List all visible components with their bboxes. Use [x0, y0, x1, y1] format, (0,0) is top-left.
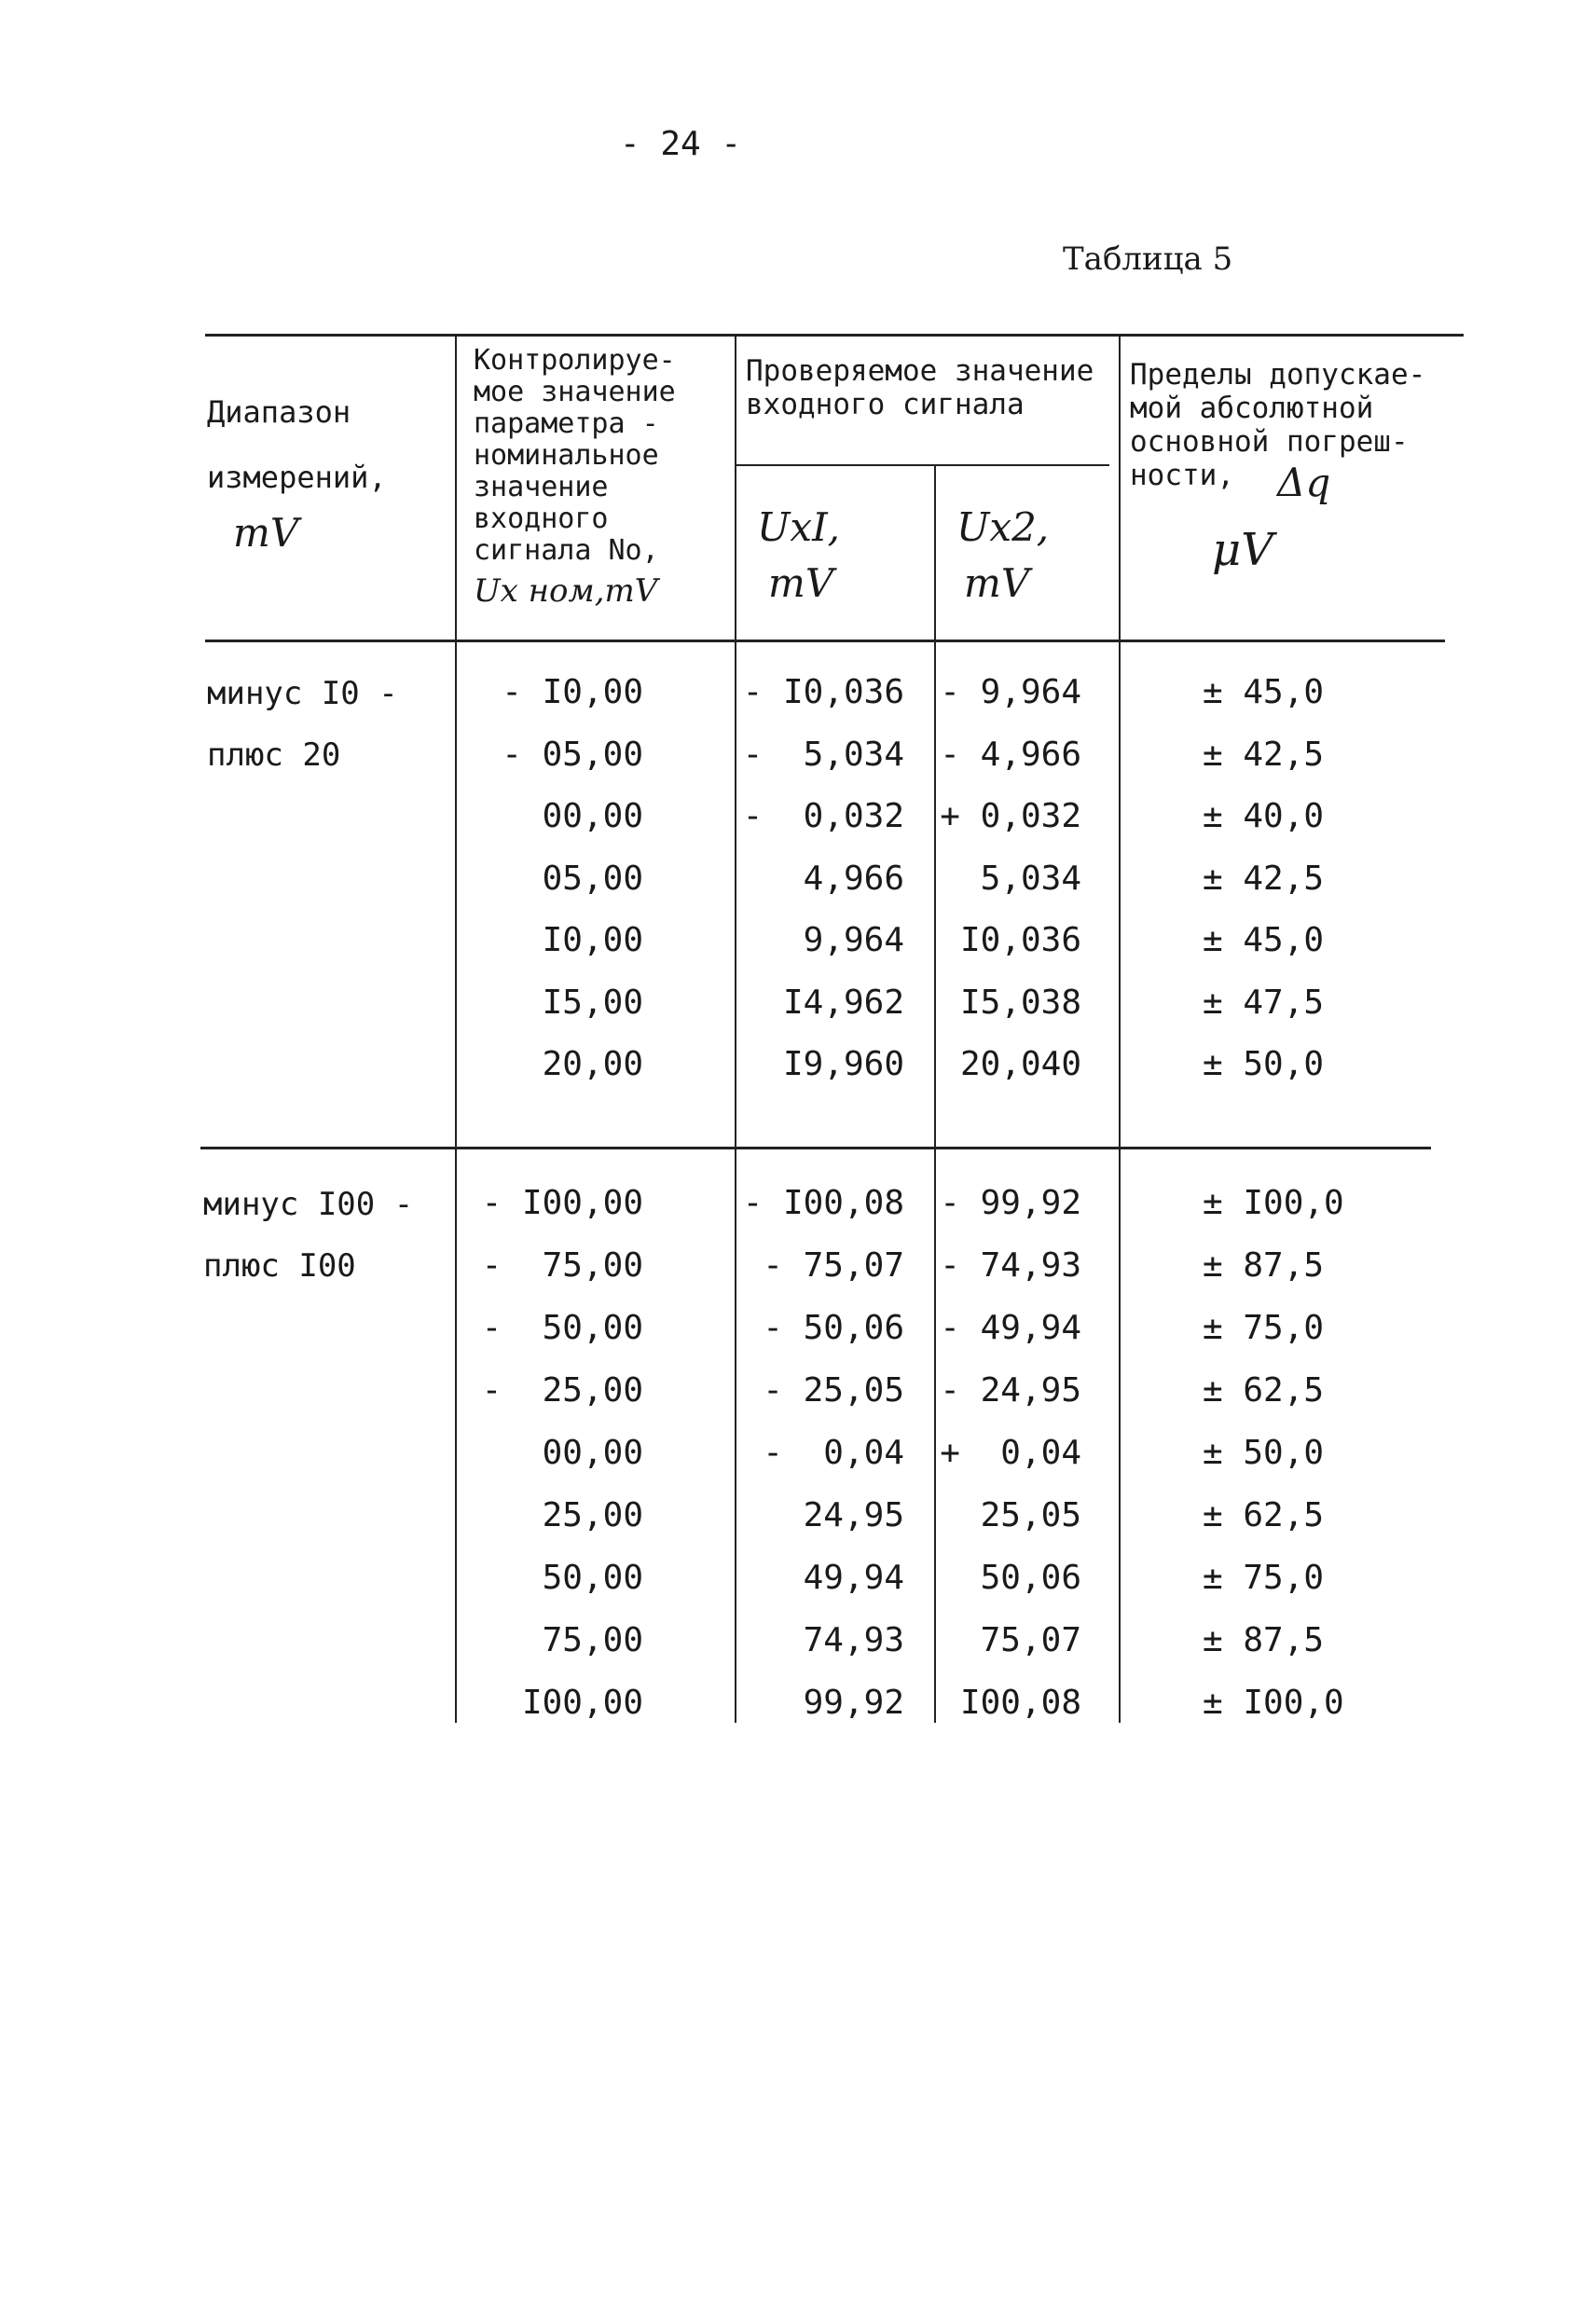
ux1-cell: - I0,036: [742, 673, 904, 711]
ux1-cell: - 75,07: [763, 1246, 904, 1285]
error-cell: ± 87,5: [1203, 1621, 1325, 1659]
header-ux1-unit: mV: [768, 560, 834, 606]
nominal-cell: 75,00: [542, 1621, 643, 1659]
ux2-cell: 50,06: [980, 1559, 1081, 1597]
nominal-cell: - 75,00: [481, 1246, 643, 1285]
error-cell: ± 50,0: [1203, 1045, 1325, 1083]
ux2-cell: - 9,964: [940, 673, 1081, 711]
ux2-cell: 75,07: [980, 1621, 1081, 1659]
ux2-cell: - 99,92: [940, 1184, 1081, 1222]
error-cell: ± 62,5: [1203, 1371, 1325, 1410]
ux2-cell: - 24,95: [940, 1371, 1081, 1410]
ux2-cell: + 0,04: [940, 1434, 1081, 1472]
error-cell: ± 45,0: [1203, 921, 1325, 959]
subheader-rule: [736, 464, 1109, 466]
ux1-cell: 24,95: [803, 1496, 904, 1534]
ux2-cell: I0,036: [959, 921, 1081, 959]
table-caption: Таблица 5: [1063, 241, 1233, 278]
header-range-unit: mV: [233, 510, 299, 556]
ux2-cell: - 74,93: [940, 1246, 1081, 1285]
page-number: - 24 -: [619, 125, 742, 163]
nominal-cell: 00,00: [542, 797, 643, 835]
header-bottom-rule: [205, 640, 1445, 642]
table-top-rule: [205, 334, 1464, 337]
group-divider-rule: [200, 1147, 1431, 1149]
header-ux2-unit: mV: [964, 560, 1030, 606]
nominal-cell: I00,00: [521, 1684, 643, 1722]
ux1-cell: - 50,06: [763, 1309, 904, 1347]
ux1-cell: 49,94: [803, 1559, 904, 1597]
group1-range-line2: плюс 20: [207, 736, 341, 774]
ux2-cell: 5,034: [980, 859, 1081, 898]
header-error-title: Пределы допускае- мой абсолютной основной погреш- ности,: [1130, 358, 1426, 492]
header-error-unit: μV: [1212, 524, 1273, 576]
error-cell: ± 62,5: [1203, 1496, 1325, 1534]
header-range-line1: Диапазон: [207, 394, 351, 430]
error-cell: ± 75,0: [1203, 1559, 1325, 1597]
nominal-cell: I0,00: [542, 921, 643, 959]
error-cell: ± 40,0: [1203, 797, 1325, 835]
ux1-cell: 4,966: [803, 859, 904, 898]
header-range-line2: измерений,: [207, 460, 387, 495]
nominal-cell: - I0,00: [502, 673, 643, 711]
nominal-cell: 50,00: [542, 1559, 643, 1597]
group2-range-line2: плюс I00: [203, 1247, 356, 1285]
column-divider-4: [1119, 336, 1121, 1723]
nominal-cell: - 25,00: [481, 1371, 643, 1410]
ux2-cell: 25,05: [980, 1496, 1081, 1534]
error-cell: ± 42,5: [1203, 735, 1325, 774]
ux1-cell: - 25,05: [763, 1371, 904, 1410]
group1-range-line1: минус I0 -: [207, 675, 398, 712]
ux2-cell: - 4,966: [940, 735, 1081, 774]
ux1-cell: - 0,04: [763, 1434, 904, 1472]
ux1-cell: - I00,08: [742, 1184, 904, 1222]
ux1-cell: 74,93: [803, 1621, 904, 1659]
header-controlled-unit: Uх ном,mV: [474, 572, 658, 610]
ux2-cell: I00,08: [959, 1684, 1081, 1722]
ux2-cell: I5,038: [959, 983, 1081, 1022]
nominal-cell: - 05,00: [502, 735, 643, 774]
nominal-cell: 20,00: [542, 1045, 643, 1083]
column-divider-2: [735, 336, 736, 1723]
header-checked-title: Проверяемое значение входного сигнала: [746, 354, 1094, 421]
group2-range-line1: минус I00 -: [203, 1186, 414, 1223]
nominal-cell: - I00,00: [481, 1184, 643, 1222]
nominal-cell: 00,00: [542, 1434, 643, 1472]
error-cell: ± I00,0: [1203, 1184, 1344, 1222]
error-cell: ± 47,5: [1203, 983, 1325, 1022]
ux1-cell: 9,964: [803, 921, 904, 959]
nominal-cell: 25,00: [542, 1496, 643, 1534]
header-ux2-label: Ux2,: [956, 504, 1050, 550]
column-divider-3: [934, 466, 936, 1723]
error-cell: ± I00,0: [1203, 1684, 1344, 1722]
error-cell: ± 87,5: [1203, 1246, 1325, 1285]
ux2-cell: - 49,94: [940, 1309, 1081, 1347]
ux1-cell: I4,962: [782, 983, 904, 1022]
error-cell: ± 45,0: [1203, 673, 1325, 711]
ux2-cell: 20,040: [959, 1045, 1081, 1083]
ux1-cell: I9,960: [782, 1045, 904, 1083]
error-cell: ± 42,5: [1203, 859, 1325, 898]
nominal-cell: 05,00: [542, 859, 643, 898]
error-cell: ± 75,0: [1203, 1309, 1325, 1347]
error-cell: ± 50,0: [1203, 1434, 1325, 1472]
nominal-cell: - 50,00: [481, 1309, 643, 1347]
header-controlled-text: Контролируе- мое значение параметра - номинальное значение входного сигнала No,: [474, 344, 676, 567]
ux1-cell: 99,92: [803, 1684, 904, 1722]
ux1-cell: - 5,034: [742, 735, 904, 774]
header-ux1-label: UxI,: [757, 504, 841, 550]
ux1-cell: - 0,032: [742, 797, 904, 835]
column-divider-1: [455, 336, 457, 1723]
nominal-cell: I5,00: [542, 983, 643, 1022]
ux2-cell: + 0,032: [940, 797, 1081, 835]
header-error-symbol: Δq: [1277, 460, 1331, 505]
